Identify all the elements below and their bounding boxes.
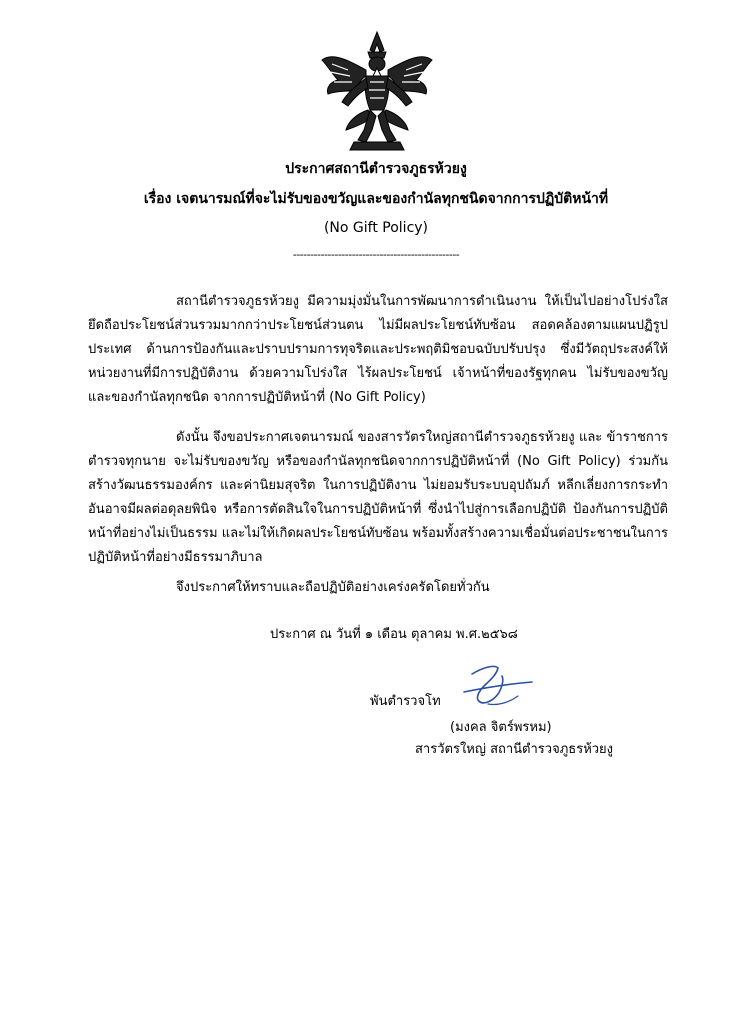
paragraph-intro: สถานีตำรวจภูธรห้วยงู มีความมุ่งมั่นในการพัฒนาการดำเนินงาน ให้เป็นไปอย่างโปร่งใส ยึดถือประโยชน์ส่วนรวมมากกว่าประโยชน์ส่วนตน ไม่มีผลประโยชน์ทับซ้อน สอดคล้องตามแผนปฏิรูปประเทศ ด้านการป้องกันและปราบปรามการทุจริตและประพฤติมิชอบฉบับปรับปรุง ซึ่งมีวัตถุประสงค์ให้หน่วยงานที่มีการปฏิบัติงาน ด้วยความโปร่งใส ไร้ผลประโยชน์ เจ้าหน้าที่ของรัฐทุกคน ไม่รับของขวัญ และของกำนัลทุกชนิด จากการปฏิบัติหน้าที่ (No Gift Policy) — [88, 294, 668, 405]
signer-position: สารวัตรใหญ่ สถานีตำรวจภูธรห้วยงู — [415, 742, 614, 757]
date-line: ประกาศ ณ วันที่ ๑ เดือน ตุลาคม พ.ศ.๒๕๖๘ — [270, 627, 518, 642]
paragraph-declaration: ดังนั้น จึงขอประกาศเจตนารมณ์ ของสารวัตรใหญ่สถานีตำรวจภูธรห้วยงู และ ข้าราชการตำรวจทุกนาย จะไม่รับของขวัญ หรือของกำนัลทุกชนิดจากการปฏิบัติหน้าที่ (No Gift Policy) ร่วมกันสร้างวัฒนธรรมองค์กร และค่านิยมสุจริต ในการปฏิบัติงาน ไม่ยอมรับระบบอุปถัมภ์ หลีกเลี่ยงการกระทำอันอาจมีผลต่อดุลยพินิจ หรือการตัดสินใจในการปฏิบัติหน้าที่ ซึ่งนำไปสู่การเลือกปฏิบัติ ป้องกันการปฏิบัติหน้าที่อย่างไม่เป็นธรรม และไม่ให้เกิดผลประโยชน์ทับซ้อน พร้อมทั้งสร้างความเชื่อมั่นต่อประชาชนในการปฏิบัติหน้าที่อย่างมีธรรมาภิบาล — [88, 430, 668, 565]
document-subject: เรื่อง เจตนารมณ์ที่จะไม่รับของขวัญและของกำนัลทุกชนิดจากการปฏิบัติหน้าที่ — [143, 191, 609, 207]
handwritten-signature-icon — [458, 662, 536, 712]
announcement-line: จึงประกาศให้ทราบและถือปฏิบัติอย่างเคร่งครัดโดยทั่วกัน — [176, 580, 490, 595]
signer-name: (มงคล จิตร์พรหม) — [450, 720, 552, 735]
garuda-emblem-icon — [318, 30, 436, 154]
english-subtitle: (No Gift Policy) — [323, 220, 429, 236]
signer-rank: พันตำรวจโท — [370, 694, 441, 709]
document-title: ประกาศสถานีตำรวจภูธรห้วยงู — [285, 161, 467, 177]
divider: ------------------------------------------------ — [292, 248, 460, 261]
